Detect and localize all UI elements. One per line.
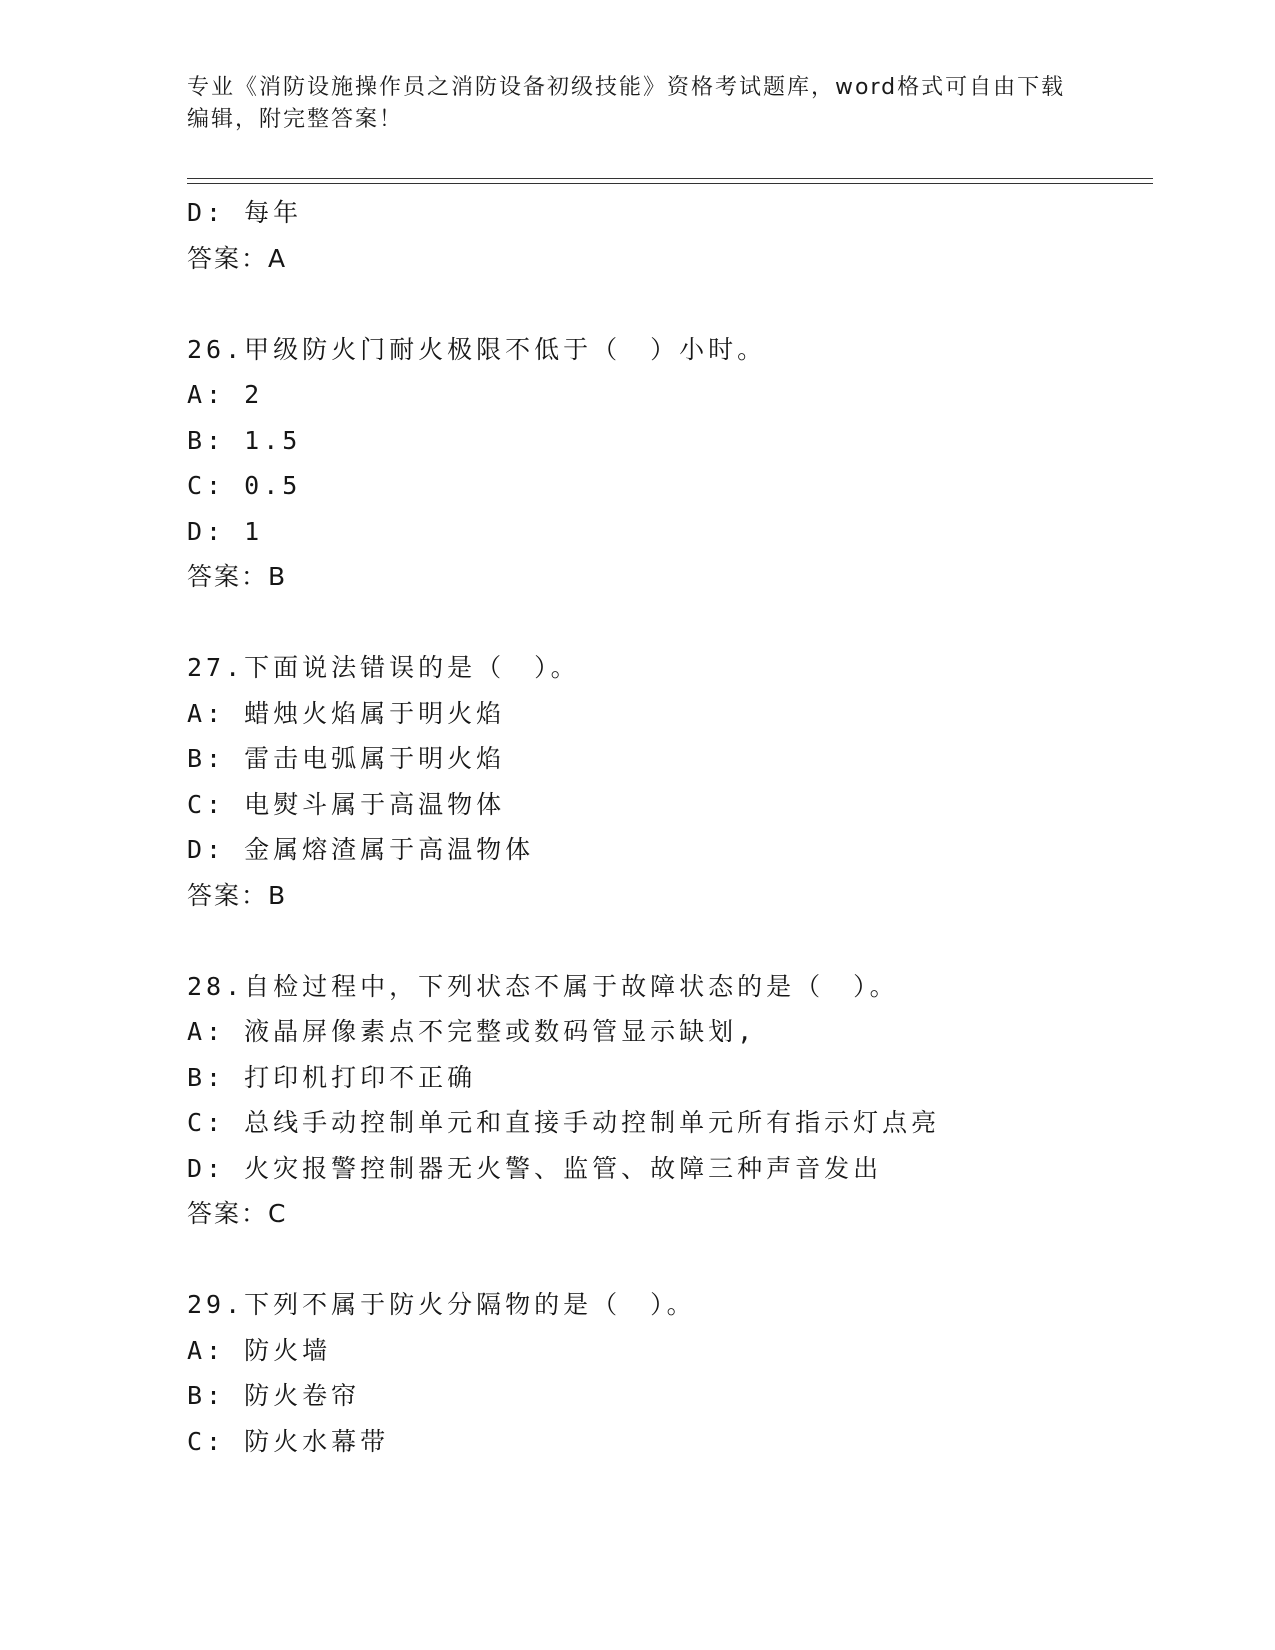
option-a: A: 液晶屏像素点不完整或数码管显示缺划, xyxy=(187,1017,757,1046)
option-a: A: 蜡烛火焰属于明火焰 xyxy=(187,698,506,728)
option-b: B: 1.5 xyxy=(187,425,302,455)
option-c: C: 0.5 xyxy=(187,471,302,500)
answer: 答案：A xyxy=(187,243,288,273)
spacer xyxy=(187,281,1147,327)
header-divider-top xyxy=(187,178,1153,179)
answer: 答案：B xyxy=(187,880,288,910)
option-c: C: 总线手动控制单元和直接手动控制单元所有指示灯点亮 xyxy=(187,1108,941,1137)
option-a: A: 2 xyxy=(187,380,264,409)
header-divider-bottom xyxy=(187,183,1153,184)
option-d: D: 1 xyxy=(187,516,264,546)
document-header: 专业《消防设施操作员之消防设备初级技能》资格考试题库，word格式可自由下载编辑，附完整答案！ xyxy=(187,75,1066,132)
spacer xyxy=(187,1237,1147,1283)
option-a: A: 防火墙 xyxy=(187,1335,332,1365)
option-c: C: 电熨斗属于高温物体 xyxy=(187,789,506,819)
option-d: D: 火灾报警控制器无火警、监管、故障三种声音发出 xyxy=(187,1153,883,1183)
spacer xyxy=(187,600,1147,646)
question-list xyxy=(187,190,1147,1464)
question-stem-26: 26.甲级防火门耐火极限不低于（ ）小时。 xyxy=(187,334,767,364)
option-d: D: 每年 xyxy=(187,198,303,227)
spacer xyxy=(187,918,1147,964)
question-stem-27: 27.下面说法错误的是（ ）。 xyxy=(187,653,580,682)
option-b: B: 打印机打印不正确 xyxy=(187,1062,477,1092)
option-b: B: 防火卷帘 xyxy=(187,1381,361,1410)
question-stem-28: 28.自检过程中，下列状态不属于故障状态的是（ ）。 xyxy=(187,971,899,1001)
answer: 答案：C xyxy=(187,1199,288,1228)
option-d: D: 金属熔渣属于高温物体 xyxy=(187,835,535,864)
option-b: B: 雷击电弧属于明火焰 xyxy=(187,744,506,773)
option-c: C: 防火水幕带 xyxy=(187,1426,390,1456)
answer: 答案：B xyxy=(187,562,288,591)
question-stem-29: 29.下列不属于防火分隔物的是（ ）。 xyxy=(187,1290,696,1319)
